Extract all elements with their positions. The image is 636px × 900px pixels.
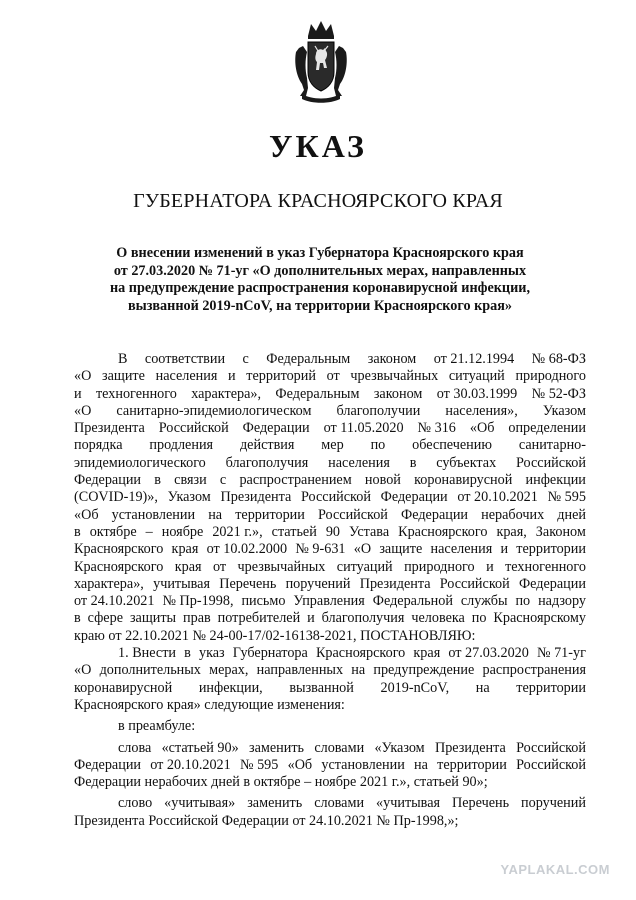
body-word: дополнительных: [99, 662, 201, 679]
body-line: [74, 541, 586, 558]
body-word: благополучии: [336, 402, 421, 419]
body-word: в: [74, 610, 81, 627]
body-word: статьей: [271, 523, 317, 540]
body-word: № Пр-1998,: [162, 593, 234, 610]
body-word: от 10.02.2000: [206, 541, 288, 558]
body-word: от 27.03.2020: [448, 645, 529, 662]
body-line: [74, 774, 586, 791]
body-word: «О: [74, 368, 92, 385]
body-line: [74, 403, 586, 420]
body-word: «статьей 90»: [161, 739, 239, 756]
body-word: территорий: [246, 368, 316, 385]
body-word: Федерации: [74, 472, 142, 489]
body-line: [74, 757, 586, 774]
body-word: Федеральным: [275, 385, 360, 402]
body-word: в: [409, 454, 417, 471]
body-line: [74, 559, 586, 576]
body-word: сфере: [87, 610, 123, 627]
body-word: по: [370, 437, 386, 454]
body-word: «О: [353, 541, 372, 558]
body-word: новой: [364, 472, 401, 489]
body-line: [74, 437, 586, 454]
body-word: № 52-ФЗ: [531, 385, 586, 402]
body-word: нерабочих: [481, 506, 545, 523]
body-word: в: [184, 645, 191, 662]
body-word: человека: [411, 610, 465, 627]
body-line: [74, 628, 586, 645]
body-word: Федерации: [380, 489, 448, 506]
body-word: № 9-631: [295, 541, 346, 558]
body-text: Федерации нерабочих дней в октябре – ноябре 2021 г.», статьей 90»;: [74, 774, 488, 791]
body-word: установлении: [111, 506, 196, 523]
body-word: учитывая: [153, 575, 210, 592]
body-word: –: [145, 523, 153, 540]
body-word: техногенного: [505, 558, 586, 575]
body-word: края,: [496, 523, 527, 540]
body-word: слова: [118, 739, 152, 756]
body-word: порядка: [74, 437, 123, 454]
body-word: надзору: [538, 593, 586, 610]
body-word: края: [413, 645, 441, 662]
body-word: Российской: [301, 489, 371, 506]
body-word: установлении: [321, 756, 405, 773]
body-text: Президента Российской Федерации от 24.10.2021 № Пр-1998,»;: [74, 812, 459, 829]
body-word: на: [414, 756, 428, 773]
body-word: заменить: [248, 739, 305, 756]
body-line: [74, 610, 586, 627]
body-word: Федерации: [518, 575, 586, 592]
body-word: № 68-ФЗ: [531, 351, 586, 367]
body-word: с: [219, 472, 227, 489]
body-word: «учитывая: [376, 795, 441, 812]
body-line: [74, 472, 586, 489]
body-word: защиты: [129, 610, 177, 627]
body-word: распространением: [239, 472, 352, 489]
body-word: дней: [557, 506, 586, 523]
body-word: мерах,: [209, 662, 249, 679]
body-word: характера»,: [191, 385, 262, 402]
body-word: Президента: [220, 489, 292, 506]
body-line: [74, 645, 586, 662]
body-word: Перечень: [219, 575, 277, 592]
body-line: [74, 386, 586, 403]
body-word: благополучия: [321, 610, 405, 627]
body-line: [74, 740, 586, 757]
body-word: Указом: [167, 489, 211, 506]
body-word: от 20.10.2021: [150, 756, 231, 773]
body-word: Федерации: [74, 756, 142, 773]
body-word: ситуаций: [448, 368, 505, 385]
body-word: Российской: [516, 454, 586, 471]
body-word: Федеральной: [372, 593, 453, 610]
body-word: вызванной: [289, 679, 354, 696]
body-word: указ: [198, 645, 225, 662]
body-word: благополучия: [225, 454, 309, 471]
body-text: Красноярского края» следующие изменения:: [74, 696, 345, 713]
body-word: октябре: [89, 523, 137, 540]
body-word: Президента: [359, 575, 431, 592]
body-word: территории: [235, 506, 305, 523]
body-word: 1. Внести: [118, 645, 176, 662]
body-word: и: [228, 368, 236, 385]
body-word: № 316: [417, 420, 456, 437]
body-word: Управления: [293, 593, 365, 610]
body-word: распространения: [482, 662, 586, 679]
body-line: [74, 576, 586, 593]
body-word: прав: [183, 610, 211, 627]
krasnoyarsk-coat-of-arms-icon: [294, 18, 348, 104]
body-word: и: [307, 610, 315, 627]
body-word: от: [213, 558, 227, 575]
body-word: Перечень: [451, 795, 510, 812]
body-word: чрезвычайных: [237, 558, 326, 575]
body-line: [74, 351, 586, 368]
body-word: словами: [314, 739, 365, 756]
body-word: Президента: [434, 739, 506, 756]
body-word: эпидемиологического: [74, 454, 206, 471]
body-word: Российской: [317, 506, 388, 523]
body-word: Российской: [439, 575, 510, 592]
body-word: поручений: [521, 795, 586, 812]
body-word: на: [475, 679, 490, 696]
body-word: «Об: [469, 420, 495, 437]
body-word: «О: [74, 662, 92, 679]
body-word: природного: [404, 558, 475, 575]
body-word: Красноярскому: [493, 610, 586, 627]
body-word: «О: [74, 402, 92, 419]
subject-line: О внесении изменений в указ Губернатора Красноярского края: [116, 245, 524, 261]
body-line: [74, 489, 586, 506]
body-word: населения: [328, 454, 390, 471]
body-word: потребителей: [217, 610, 301, 627]
body-word: Губернатора: [232, 645, 308, 662]
body-word: Указом: [542, 402, 586, 419]
body-word: мер: [321, 437, 344, 454]
body-word: Президента: [74, 420, 145, 437]
body-line: [74, 718, 586, 735]
body-word: чрезвычайных: [350, 368, 439, 385]
body-word: территории: [516, 679, 586, 696]
body-word: территории: [437, 756, 507, 773]
body-word: и: [500, 541, 509, 558]
body-word: инфекции,: [198, 679, 263, 696]
body-word: № 595: [547, 489, 586, 506]
body-word: связи: [174, 472, 207, 489]
body-word: направленных: [256, 662, 344, 679]
body-word: в: [74, 523, 81, 540]
body-word: на: [208, 506, 223, 523]
document-title: УКАЗ: [269, 128, 367, 164]
body-word: техногенного: [95, 385, 177, 402]
body-line: [74, 368, 586, 385]
body-word: ситуаций: [336, 558, 393, 575]
body-word: населения»,: [445, 402, 518, 419]
body-word: (COVID-19)»,: [74, 489, 158, 506]
subject-line: вызванной 2019-nCoV, на территории Красноярского края»: [127, 297, 513, 314]
body-line: [74, 813, 586, 830]
body-word: письмо: [241, 593, 286, 610]
body-word: Устава: [349, 523, 390, 540]
subject-line: на предупреждение распространения коронавирусной инфекции,: [109, 280, 530, 297]
document-issuer: ГУБЕРНАТОРА КРАСНОЯРСКОГО КРАЯ: [133, 190, 503, 212]
body-word: законом: [373, 385, 423, 402]
body-line: [74, 507, 586, 524]
body-word: службы: [460, 593, 508, 610]
body-word: от 20.10.2021: [457, 489, 538, 506]
body-word: по: [471, 610, 487, 627]
body-line: [74, 662, 586, 679]
body-word: «Об: [74, 506, 99, 523]
body-line: [74, 795, 586, 812]
body-word: от 11.05.2020: [323, 420, 404, 437]
body-word: В: [118, 351, 128, 367]
body-word: Красноярского: [74, 558, 164, 575]
body-word: 2019-nCoV,: [380, 679, 450, 696]
body-line: [74, 680, 586, 697]
body-word: населения: [430, 541, 493, 558]
body-word: поручений: [285, 575, 351, 592]
body-word: от 21.12.1994: [433, 351, 515, 367]
body-word: защите: [102, 368, 145, 385]
body-word: Красноярского: [315, 645, 406, 662]
body-word: природного: [515, 368, 586, 385]
body-text: в преамбуле:: [118, 718, 196, 735]
body-word: санитарно-: [518, 437, 586, 454]
body-word: соответствии: [144, 351, 226, 367]
body-word: определении: [508, 420, 586, 437]
body-word: заменить: [247, 795, 303, 812]
body-word: 90: [325, 523, 340, 540]
decree-body: [74, 351, 586, 830]
body-word: защите: [379, 541, 423, 558]
subject-line: от 27.03.2020 № 71-уг «О дополнительных мерах, направленных: [113, 262, 527, 279]
body-word: Федерации: [401, 506, 469, 523]
body-word: Законом: [535, 523, 586, 540]
body-line: [74, 455, 586, 472]
body-word: обеспечению: [412, 437, 492, 454]
body-word: действия: [239, 437, 295, 454]
body-word: Красноярского: [398, 523, 488, 540]
body-word: от 30.03.1999: [436, 385, 518, 402]
body-word: «Об: [287, 756, 313, 773]
body-word: с: [242, 351, 249, 367]
body-word: характера»,: [74, 575, 144, 592]
watermark: YAPLAKAL.COM: [500, 862, 610, 877]
body-word: Красноярского: [74, 541, 164, 558]
body-word: санитарно-эпидемиологическом: [116, 402, 312, 419]
body-word: коронавирусной: [74, 679, 173, 696]
body-word: и: [74, 385, 82, 402]
body-word: Российской: [516, 756, 586, 773]
body-word: «учитывая»: [164, 795, 236, 812]
body-word: № 71-уг: [537, 645, 586, 662]
body-line: [74, 524, 586, 541]
body-word: 2021 г.»,: [212, 523, 263, 540]
body-word: населения: [155, 368, 218, 385]
body-line: [74, 593, 586, 610]
body-word: Федерации: [242, 420, 310, 437]
body-word: от 24.10.2021: [74, 593, 155, 610]
body-word: по: [515, 593, 531, 610]
body-word: Российской: [516, 739, 586, 756]
body-word: на: [351, 662, 366, 679]
body-word: и: [486, 558, 494, 575]
body-word: Федеральным: [266, 351, 351, 367]
body-line: [74, 697, 586, 714]
body-word: предупреждение: [373, 662, 475, 679]
body-word: слово: [118, 795, 153, 812]
body-word: «Указом: [374, 739, 425, 756]
body-word: инфекции: [525, 472, 586, 489]
body-text: краю от 22.10.2021 № 24-00-17/02-16138-2021, ПОСТАНОВЛЯЮ:: [74, 627, 476, 644]
body-word: субъектах: [436, 454, 497, 471]
body-word: края: [171, 541, 199, 558]
body-word: в: [154, 472, 161, 489]
body-word: коронавирусной: [414, 472, 513, 489]
body-word: ноябре: [161, 523, 204, 540]
body-word: территории: [516, 541, 586, 558]
body-word: от: [326, 368, 340, 385]
body-line: [74, 420, 586, 437]
body-word: Российской: [158, 420, 229, 437]
body-word: словами: [314, 795, 365, 812]
decree-subject: [70, 245, 570, 315]
body-word: края: [174, 558, 202, 575]
body-word: законом: [367, 351, 417, 367]
body-word: № 595: [239, 756, 279, 773]
body-word: продления: [149, 437, 214, 454]
